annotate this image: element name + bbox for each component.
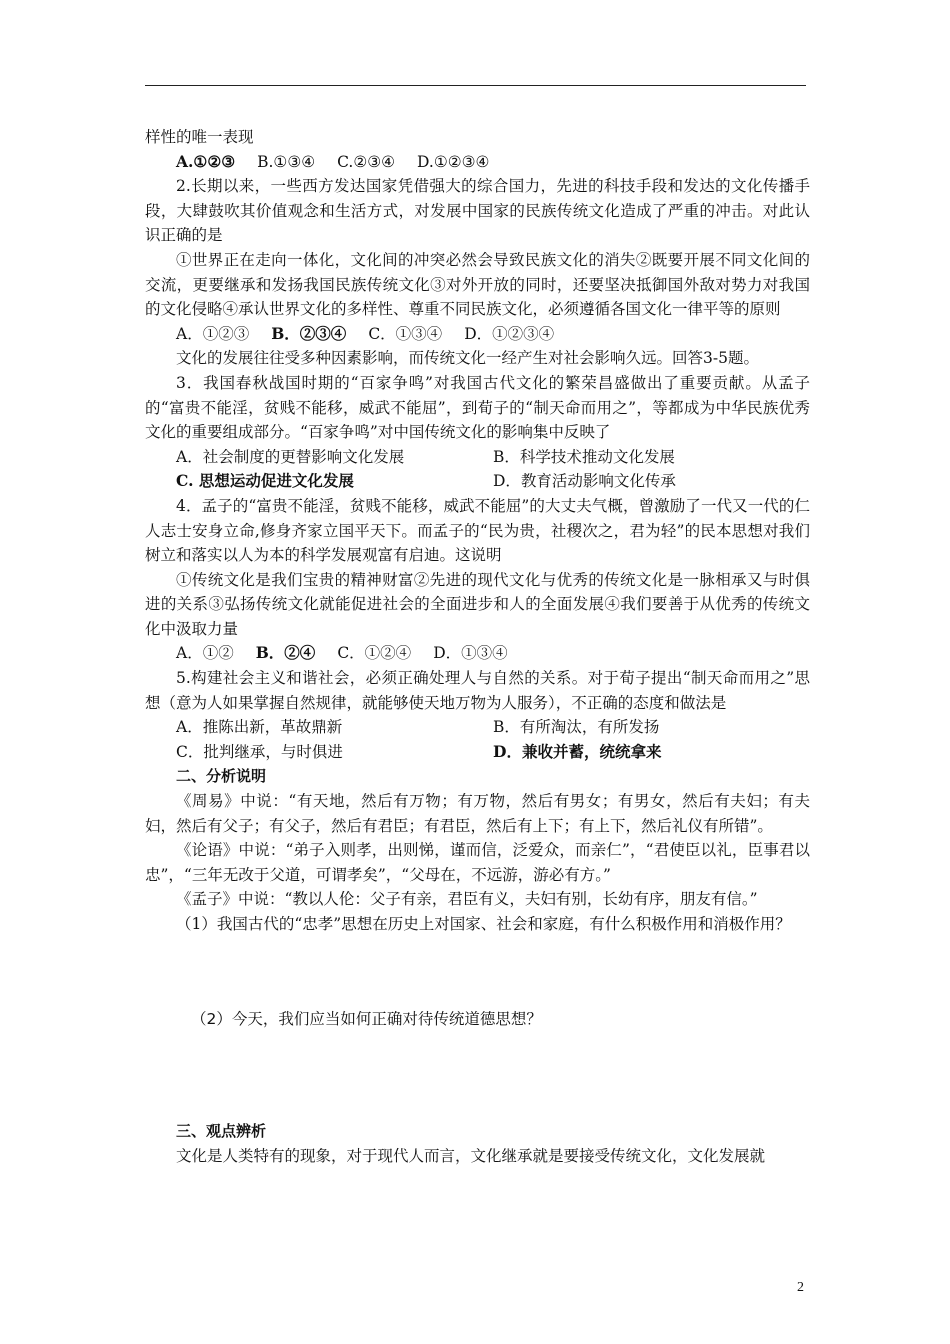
q5-stem: 5.构建社会主义和谐社会，必须正确处理人与自然的关系。对于荀子提出“制天命而用之”思想（意为人如果掌握自然规律，就能够使天地万物为人服务），不正确的态度和做法是 [145, 669, 810, 712]
q3-5-intro: 文化的发展往往受多种因素影响，而传统文化一经产生对社会影响久远。回答3-5题。 [176, 349, 759, 368]
q4-statements: ①传统文化是我们宝贵的精神财富②先进的现代文化与优秀的传统文化是一脉相承又与时俱进的关系③弘扬传统文化就能促进社会的全面进步和人的全面发展④我们要善于从优秀的传统文化中汲取力量 [145, 570, 810, 638]
section3-text: 文化是人类特有的现象，对于现代人而言，文化继承就是要接受传统文化，文化发展就 [176, 1146, 766, 1165]
sub-question-1: （1）我国古代的“忠孝”思想在历史上对国家、社会和家庭，有什么积极作用和消极作用？ [176, 915, 791, 933]
q2-option-c: C．①③④ [368, 324, 443, 343]
q4-options [145, 641, 810, 666]
header-rule [145, 85, 806, 86]
q1-option-a: A.①②③ [176, 151, 236, 171]
section2-title: 二、分析说明 [176, 767, 267, 786]
q2-stem: 2.长期以来，一些西方发达国家凭借强大的综合国力，先进的科技手段和发达的文化传播手段，大肆鼓吹其价值观念和生活方式，对发展中国家的民族传统文化造成了严重的冲击。对此认识正确的是 [145, 177, 810, 245]
q2-option-a: A．①②③ [176, 324, 250, 343]
lunyu-quote: 《论语》中说：“弟子入则孝，出则悌，谨而信，泛爱众，而亲仁”，“君使臣以礼，臣事君以忠”，“三年无改于父道，可谓孝矣”，“父母在，不远游，游必有方。” [145, 841, 810, 884]
q3-options-row1 [145, 445, 810, 470]
q5-option-c: C．批判继承，与时俱进 [176, 742, 343, 761]
q5-options-row1 [145, 715, 810, 740]
q3-option-b: B．科学技术推动文化发展 [493, 447, 675, 466]
q2-option-b: B．②③④ [271, 323, 347, 343]
q2-statements: ①世界正在走向一体化，文化间的冲突必然会导致民族文化的消失②既要开展不同文化间的交流，更要继承和发扬我国民族传统文化③对外开放的同时，还要坚决抵御国外敌对势力对我国的文化侵略④承认世界文化的多样性、尊重不同民族文化，必须遵循各国文化一律平等的原则 [145, 250, 810, 319]
zhouyi-quote: 《周易》中说：“有天地，然后有万物；有万物，然后有男女；有男女，然后有夫妇；有夫妇，然后有父子；有父子，然后有君臣；有君臣，然后有上下；有上下，然后礼仪有所错”。 [145, 792, 810, 835]
section3-title: 三、观点辨析 [176, 1122, 267, 1141]
q4-stem: 4．孟子的“富贵不能淫，贫贱不能移，威武不能屈”的大丈夫气概，曾激励了一代又一代的仁人志士安身立命,修身齐家立国平天下。而孟子的“民为贵，社稷次之，君为轻”的民本思想对我们树立和落实以人为本的科学发展观富有启迪。这说明 [145, 496, 810, 565]
q4-option-a: A．①② [176, 644, 234, 663]
q2-options [145, 322, 810, 347]
q4-option-c: C．①②④ [337, 644, 412, 663]
q2-option-d: D．①②③④ [464, 324, 555, 343]
q3-options-row2 [145, 469, 810, 494]
q1-option-b: B.①③④ [257, 152, 316, 171]
q1-option-c: C.②③④ [337, 152, 396, 171]
q5-option-a: A．推陈出新，革故鼎新 [176, 718, 343, 737]
page-number: 2 [797, 1280, 804, 1295]
q3-option-a: A．社会制度的更替影响文化发展 [176, 447, 405, 466]
mengzi-quote: 《孟子》中说：“教以人伦：父子有亲，君臣有义，夫妇有别，长幼有序，朋友有信。” [176, 890, 758, 909]
q3-stem: 3．我国春秋战国时期的“百家争鸣”对我国古代文化的繁荣昌盛做出了重要贡献。从孟子的“富贵不能淫，贫贱不能移，威武不能屈”，到荀子的“制天命而用之”，等都成为中华民族优秀文化的重要组成部分。“百家争鸣”对中国传统文化的影响集中反映了 [145, 373, 810, 442]
q5-option-d: D．兼收并蓄，统统拿来 [493, 741, 662, 761]
q1-option-d: D.①②③④ [417, 152, 490, 171]
q3-option-c: C. 思想运动促进文化发展 [176, 471, 354, 491]
sub-question-2: （2）今天，我们应当如何正确对待传统道德思想？ [191, 1009, 542, 1028]
q5-option-b: B．有所淘汰，有所发扬 [493, 718, 660, 737]
q4-option-d: D．①③④ [433, 644, 508, 663]
q5-options-row2 [145, 740, 810, 765]
document-body [145, 125, 810, 1168]
intro-fragment: 样性的唯一表现 [145, 128, 254, 146]
q1-options [145, 150, 810, 175]
q3-option-d: D．教育活动影响文化传承 [493, 472, 676, 491]
q4-option-b: B．②④ [255, 643, 316, 663]
